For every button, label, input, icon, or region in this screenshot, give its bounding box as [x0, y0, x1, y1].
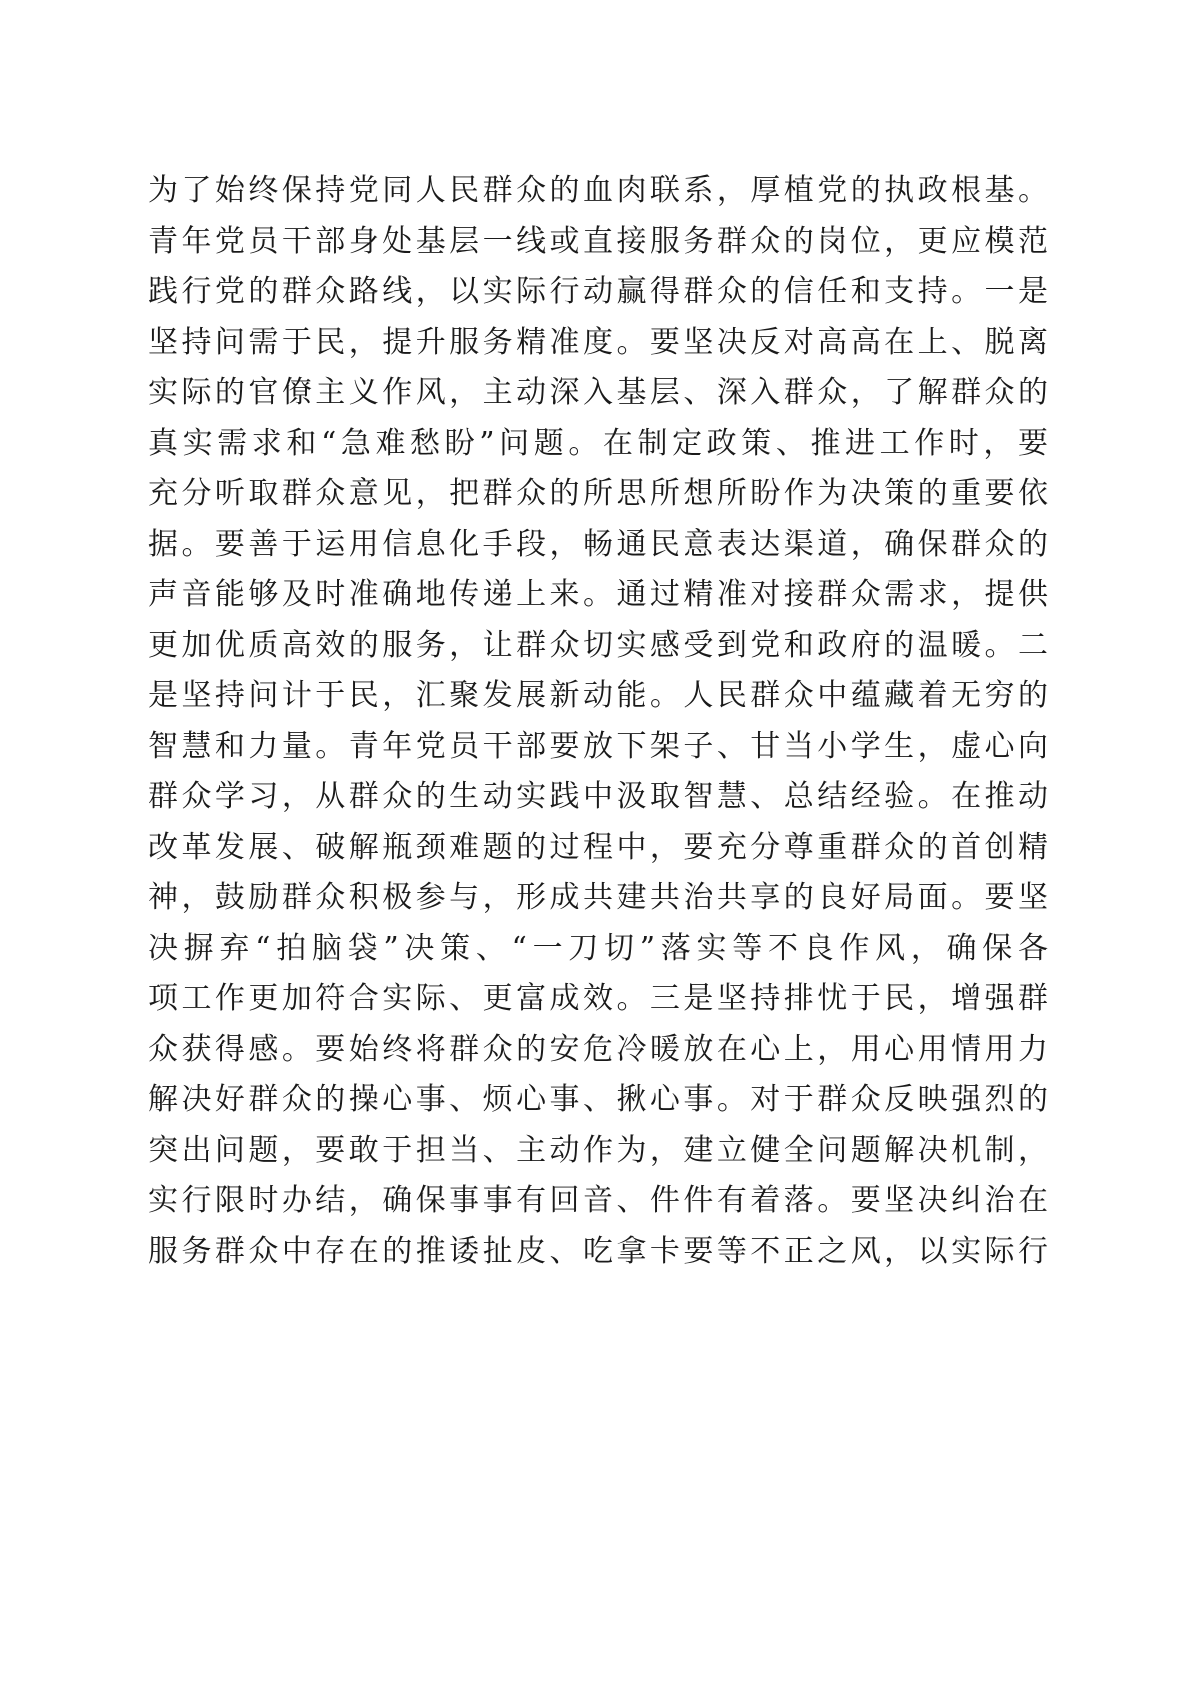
text-line: 充分听取群众意见，把群众的所思所想所盼作为决策的重要依 — [148, 476, 1048, 511]
text-line: 声音能够及时准确地传递上来。通过精准对接群众需求，提供 — [148, 577, 1048, 612]
text-line: 实际的官僚主义作风，主动深入基层、深入群众，了解群众的 — [148, 375, 1048, 410]
text-line: 智慧和力量。青年党员干部要放下架子、甘当小学生，虚心向 — [148, 728, 1048, 764]
text-line: 服务群众中存在的推诿扯皮、吃拿卡要等不正之风，以实际行 — [148, 1233, 1048, 1269]
text-line: 为了始终保持党同人民群众的血肉联系，厚植党的执政根基。 — [148, 173, 1048, 208]
text-line: 突出问题，要敢于担当、主动作为，建立健全问题解决机制， — [148, 1132, 1048, 1168]
text-line: 众获得感。要始终将群众的安危冷暖放在心上，用心用情用力 — [148, 1031, 1048, 1067]
text-line: 据。要善于运用信息化手段，畅通民意表达渠道，确保群众的 — [148, 526, 1048, 562]
text-line: 项工作更加符合实际、更富成效。三是坚持排忧于民，增强群 — [148, 981, 1048, 1016]
text-line: 解决好群众的操心事、烦心事、揪心事。对于群众反映强烈的 — [148, 1082, 1048, 1117]
text-line: 改革发展、破解瓶颈难题的过程中，要充分尊重群众的首创精 — [148, 829, 1048, 865]
text-line: 更加优质高效的服务，让群众切实感受到党和政府的温暖。二 — [148, 627, 1048, 663]
text-line: 是坚持问计于民，汇聚发展新动能。人民群众中蕴藏着无穷的 — [148, 678, 1048, 713]
text-line: 群众学习，从群众的生动实践中汲取智慧、总结经验。在推动 — [148, 779, 1048, 814]
text-line: 神，鼓励群众积极参与，形成共建共治共享的良好局面。要坚 — [148, 880, 1048, 915]
text-line: 真实需求和“急难愁盼”问题。在制定政策、推进工作时，要 — [148, 425, 1048, 461]
text-line: 决摒弃“拍脑袋”决策、“一刀切”落实等不良作风，确保各 — [148, 930, 1048, 966]
text-line: 坚持问需于民，提升服务精准度。要坚决反对高高在上、脱离 — [148, 324, 1048, 360]
text-line: 青年党员干部身处基层一线或直接服务群众的岗位，更应模范 — [148, 223, 1048, 259]
text-line: 践行党的群众路线，以实际行动赢得群众的信任和支持。一是 — [148, 274, 1048, 309]
text-line: 实行限时办结，确保事事有回音、件件有着落。要坚决纠治在 — [148, 1183, 1048, 1218]
body-paragraph — [148, 166, 1048, 1277]
